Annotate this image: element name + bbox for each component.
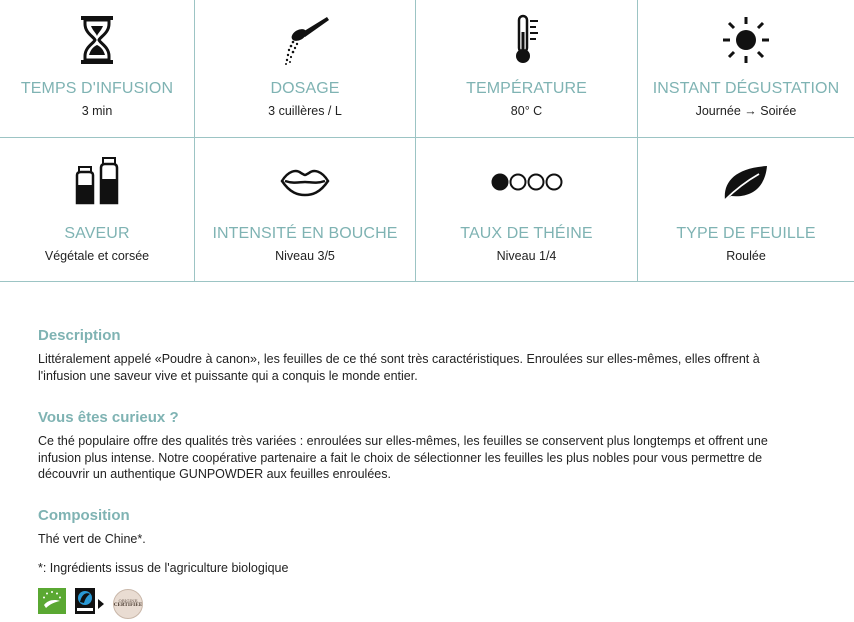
theine-dot-filled	[492, 175, 507, 190]
theine-dot-empty	[528, 175, 543, 190]
characteristic-label: TEMPS D'INFUSION	[20, 80, 174, 97]
composition-heading: Composition	[38, 507, 130, 524]
lips-icon	[195, 156, 415, 208]
certification-badges	[38, 588, 143, 619]
characteristic-flavor	[0, 138, 195, 282]
characteristic-value: 3 min	[81, 104, 113, 118]
fairtrade-logo	[75, 588, 95, 619]
eu-organic-logo	[38, 588, 66, 619]
seal-text: CERTIFIÉE	[113, 603, 143, 608]
characteristic-intensity	[195, 138, 416, 282]
leaf-icon	[638, 156, 854, 208]
sun-icon	[638, 14, 854, 66]
description-text: Littéralement appelé «Poudre à canon», les feuilles de ce thé sont très caractéristiques. Enroulées sur elles-mêmes, elles offrent à l'infusion une saveur vive et puissante qui a conquis le monde entier.	[38, 352, 760, 383]
characteristic-dosage	[195, 0, 416, 138]
characteristic-value: Journée → Soirée	[695, 104, 797, 118]
characteristic-label: TEMPÉRATURE	[466, 80, 587, 97]
characteristic-temperature	[416, 0, 638, 138]
characteristic-value: Niveau 3/5	[275, 249, 335, 263]
characteristic-label: DOSAGE	[270, 80, 340, 97]
curious-text: Ce thé populaire offre des qualités très variées : enroulées sur elles-mêmes, les feuilles se conservent plus longtemps et offrent une infusion plus intense. Notre coopérative partenaire a fait le choix de sélectionner les feuilles les plus nobles pour vous permettre de découvrir un authentique GUNPOWDER aux feuilles enroulées.	[38, 434, 768, 481]
arrow-icon	[98, 599, 104, 609]
characteristic-value: Roulée	[726, 249, 766, 263]
composition-text: Thé vert de Chine*.	[38, 532, 146, 546]
characteristic-label: TAUX DE THÉINE	[460, 225, 593, 242]
characteristic-label: TYPE DE FEUILLE	[676, 225, 816, 242]
characteristic-value: 80° C	[510, 104, 543, 118]
theine-dot-empty	[510, 175, 525, 190]
thermometer-icon	[416, 14, 637, 66]
characteristic-value: Végétale et corsée	[44, 249, 150, 263]
composition-note: *: Ingrédients issus de l'agriculture biologique	[38, 561, 289, 575]
hourglass-icon	[0, 14, 194, 66]
characteristic-value: Niveau 1/4	[496, 249, 557, 263]
characteristic-label: INTENSITÉ EN BOUCHE	[212, 225, 398, 242]
characteristic-tasting-moment	[638, 0, 854, 138]
seal-top-text: ORIGINE	[118, 598, 138, 603]
curious-heading: Vous êtes curieux ?	[38, 409, 179, 426]
characteristic-theine	[416, 138, 638, 282]
description-heading: Description	[38, 327, 121, 344]
theine-dot-empty	[546, 175, 561, 190]
characteristic-value: 3 cuillères / L	[268, 104, 342, 118]
certified-origin-seal	[113, 589, 143, 619]
spoon-icon	[195, 14, 415, 66]
theine-level-icon	[416, 156, 637, 208]
characteristic-infusion-time	[0, 0, 195, 138]
tea-characteristics-grid	[0, 0, 854, 282]
bottles-icon	[0, 156, 194, 208]
characteristic-label: SAVEUR	[64, 225, 130, 242]
characteristic-label: INSTANT DÉGUSTATION	[652, 80, 840, 97]
characteristic-leaf-type	[638, 138, 854, 282]
